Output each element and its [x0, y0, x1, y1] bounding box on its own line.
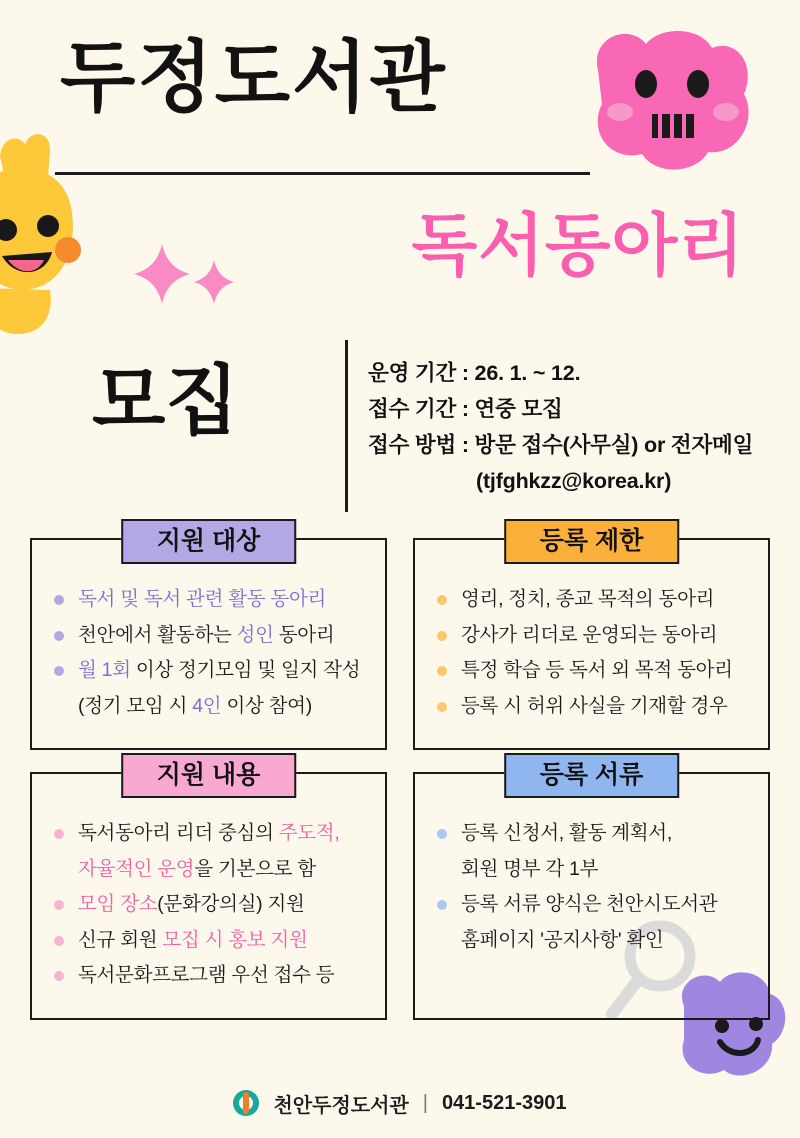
info-apply-period: 접수 기간 : 연중 모집 [368, 397, 563, 422]
card-registration-documents [413, 761, 770, 1020]
poster-body [0, 520, 800, 1020]
list-item: 회원 명부 각 1부 [461, 857, 599, 880]
card-title-registration-restriction: 등록 제한 [504, 519, 680, 564]
header-divider-horizontal [55, 172, 590, 175]
list-item: (정기 모임 시 4인 이상 참여) [78, 694, 312, 717]
card-support-content [30, 761, 387, 1020]
list-item: 등록 신청서, 활동 계획서, [435, 820, 750, 847]
card-items-registration-restriction [435, 586, 750, 719]
info-operating-period: 운영 기간 : 26. 1. ~ 12. [368, 361, 581, 385]
list-item: 천안에서 활동하는 성인 동아리 [52, 622, 367, 649]
library-logo-icon [233, 1090, 259, 1116]
footer-divider: | [422, 1091, 428, 1114]
card-title-support-target: 지원 대상 [121, 519, 297, 564]
poster-header [0, 0, 800, 520]
header-divider-vertical [345, 340, 348, 512]
card-items-registration-documents [435, 820, 750, 953]
info-apply-email: (tjfghkzz@korea.kr) [476, 469, 672, 494]
footer-phone: 041-521-3901 [441, 1091, 567, 1114]
recruit-heading: 모집 [92, 359, 239, 444]
list-item: 홈페이지 '공지사항' 확인 [461, 928, 664, 951]
card-registration-restriction [413, 527, 770, 750]
info-card-grid [24, 520, 776, 1020]
list-item: 월 1회 이상 정기모임 및 일지 작성 [52, 657, 367, 684]
list-item: 독서동아리 리더 중심의 주도적, [52, 820, 367, 847]
footer-library-name: 천안두정도서관 [273, 1094, 409, 1117]
card-items-support-content [52, 820, 367, 989]
card-title-registration-documents: 등록 서류 [504, 753, 680, 798]
list-item [52, 586, 367, 613]
card-items-support-target [52, 586, 367, 719]
list-item: 강사가 리더로 운영되는 동아리 [435, 622, 750, 649]
page-title: 두정도서관 [60, 33, 447, 121]
card-support-target [30, 527, 387, 750]
subtitle-club: 독서동아리 [411, 208, 745, 284]
card-title-support-content: 지원 내용 [121, 753, 297, 798]
poster-footer [0, 1068, 800, 1138]
sparkle-icon [132, 240, 252, 310]
list-item: 자율적인 운영을 기본으로 함 [78, 857, 316, 880]
list-item: 모임 장소(문화강의실) 지원 [52, 891, 367, 918]
list-item: 영리, 정치, 종교 목적의 동아리 [435, 586, 750, 613]
list-item: 등록 시 허위 사실을 기재할 경우 [435, 693, 750, 720]
list-item: 등록 서류 양식은 천안시도서관 [435, 891, 750, 918]
list-item: 신규 회원 모집 시 홍보 지원 [52, 927, 367, 954]
info-apply-method: 접수 방법 : 방문 접수(사무실) or 전자메일 [368, 433, 754, 458]
list-item-text: 독서 및 독서 관련 활동 동아리 [78, 588, 327, 610]
list-item: 독서문화프로그램 우선 접수 등 [52, 962, 367, 989]
list-item: 특정 학습 등 독서 외 목적 동아리 [435, 657, 750, 684]
recruit-info [368, 355, 753, 499]
